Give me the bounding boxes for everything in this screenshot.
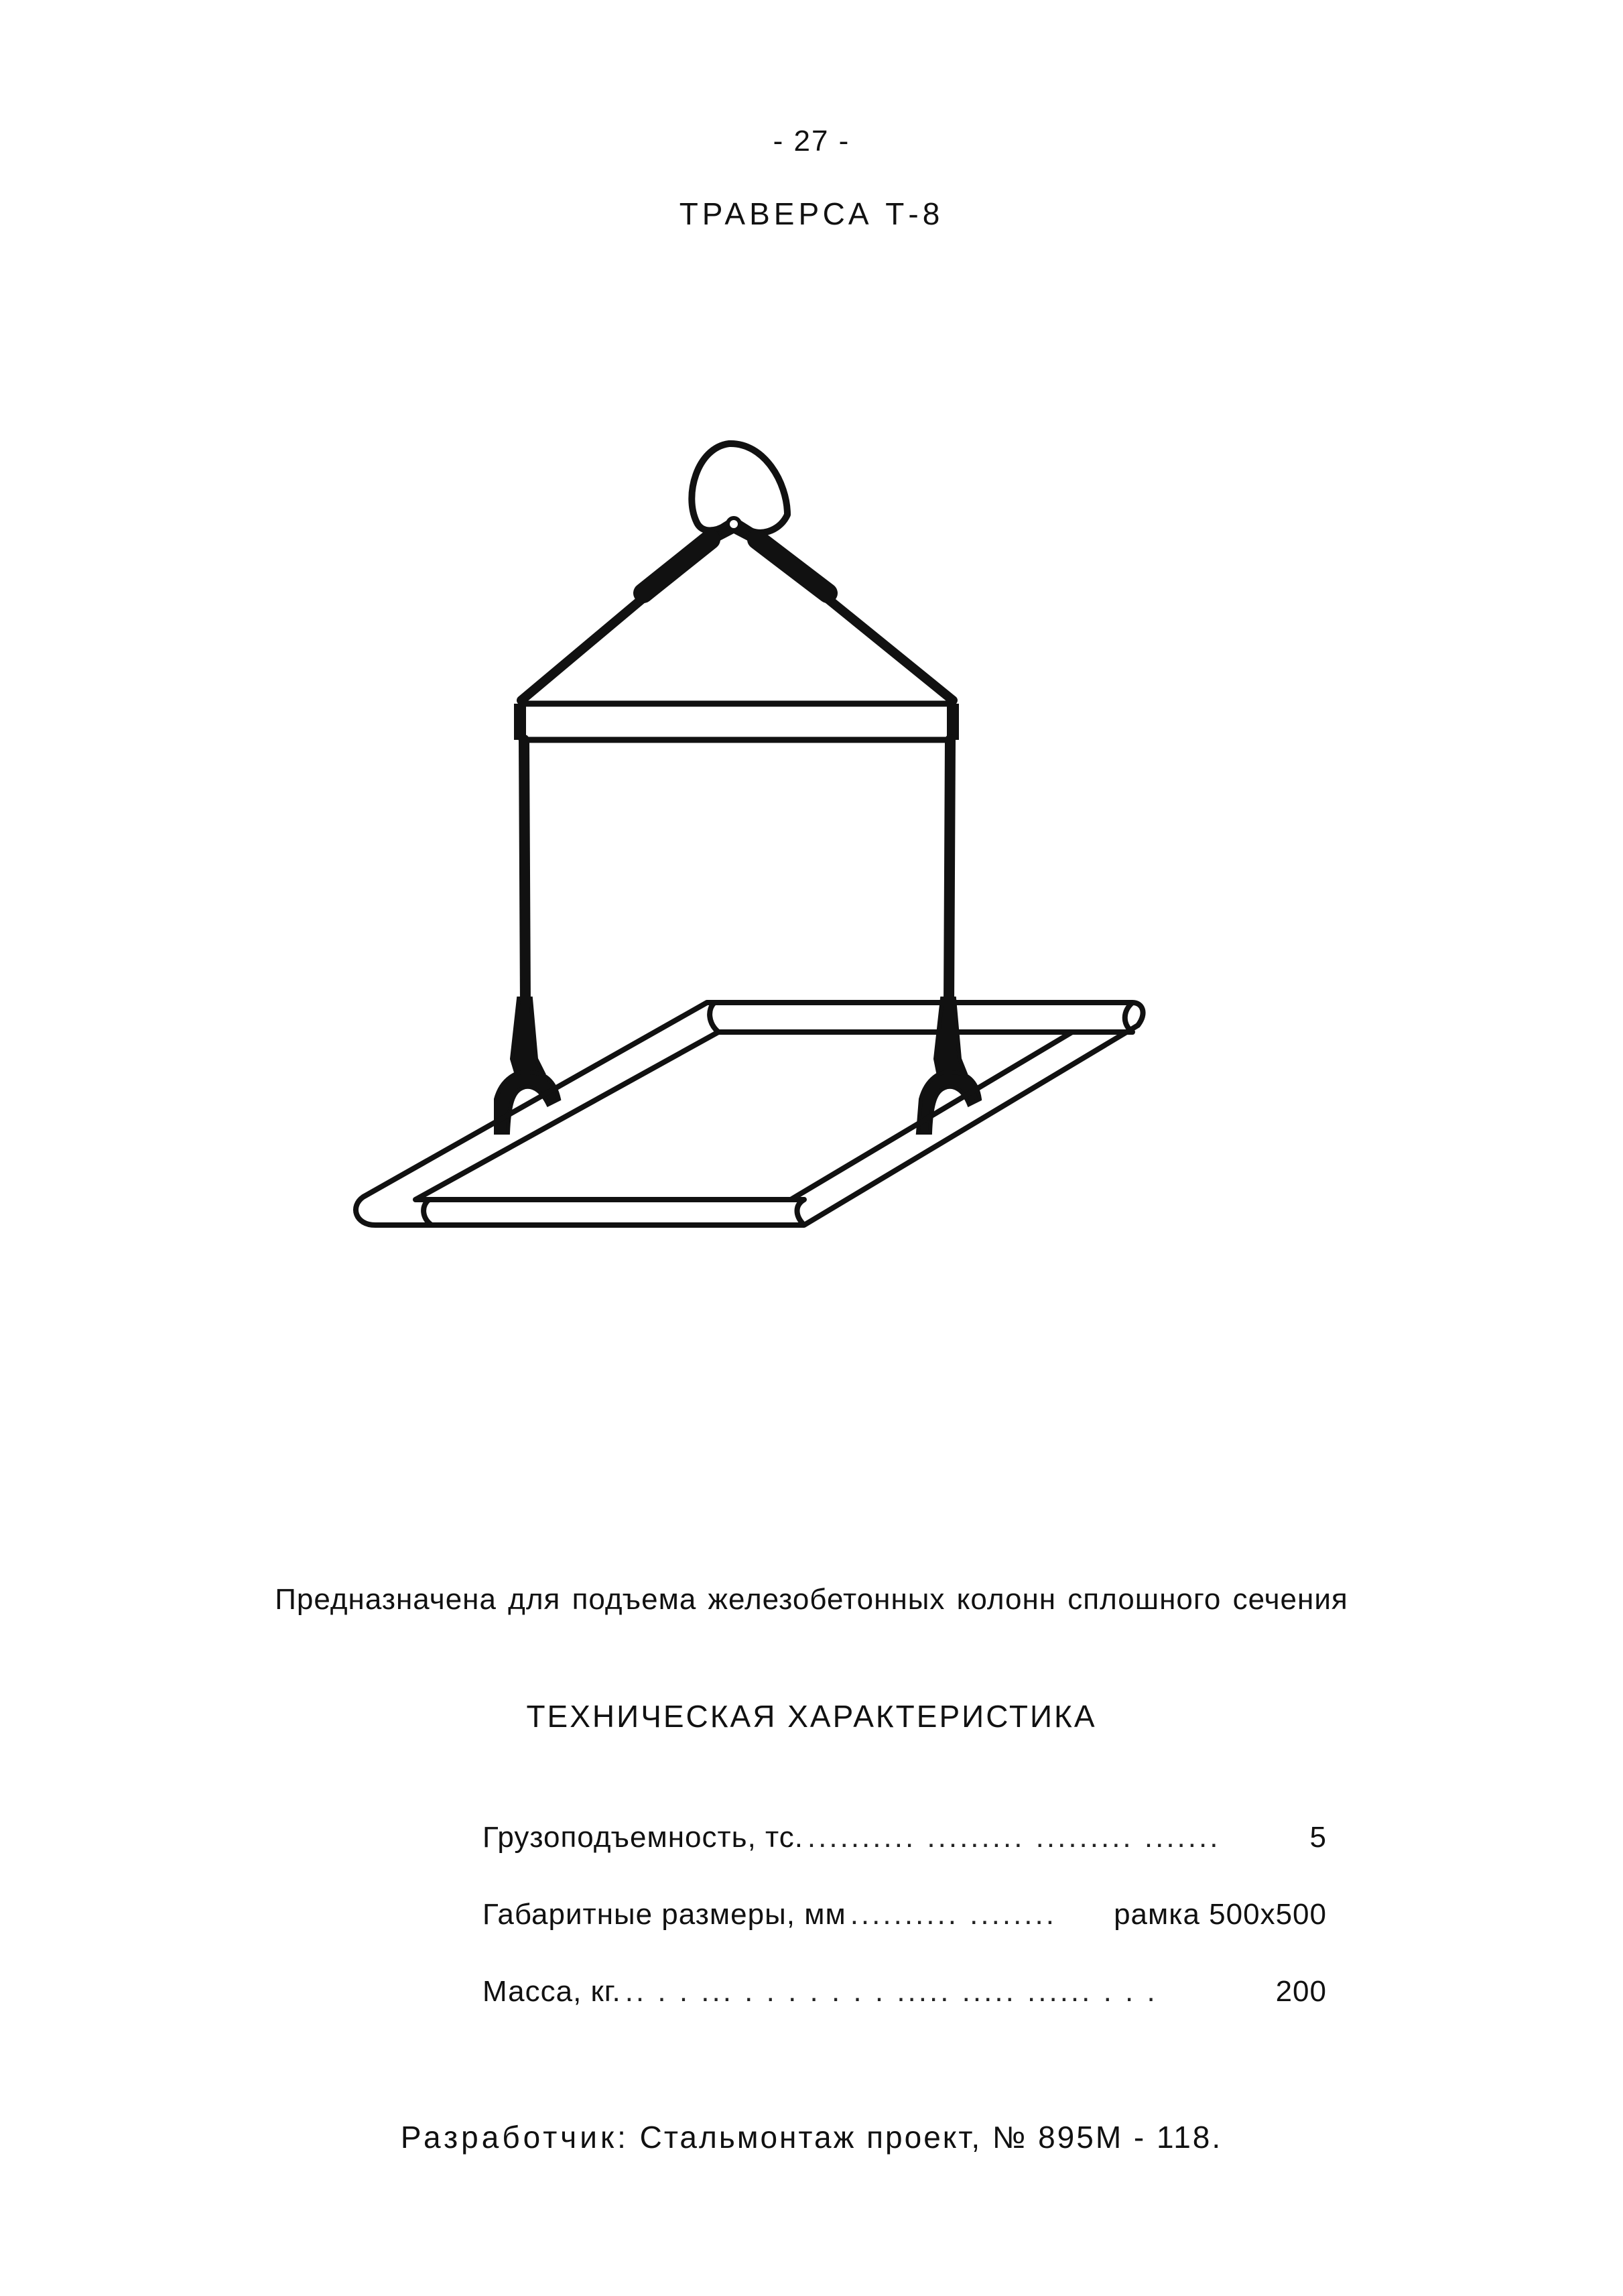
spec-row-mass <box>482 1975 1327 2008</box>
spec-value: рамка 500х500 <box>1114 1898 1327 1931</box>
spec-leader-dots: .......... ........ <box>850 1898 1057 1931</box>
right-grip <box>918 999 980 1133</box>
sling-ropes <box>521 536 953 700</box>
vertical-slings <box>524 740 950 1005</box>
spec-value: 200 <box>1275 1975 1327 2008</box>
spec-label: Грузоподъемность, тс. <box>482 1821 803 1854</box>
developer-text: Стальмонтаж проект, № 895М - 118. <box>639 2120 1223 2155</box>
spec-row-capacity <box>482 1821 1327 1854</box>
bottom-frame <box>356 1003 1143 1225</box>
developer-credit <box>0 2119 1623 2155</box>
spec-value: 5 <box>1309 1821 1327 1854</box>
left-grip <box>496 999 559 1133</box>
spec-leader-dots: .. . . ... . . . . . . . ..... ..... ...... . . . <box>625 1975 1158 2008</box>
document-title: ТРАВЕРСА Т-8 <box>679 196 944 231</box>
spec-leader-dots: .......... ......... ......... ....... <box>807 1821 1221 1854</box>
purpose-description: Предназначена для подъема железобетонных колонн сплошного сечения <box>275 1583 1348 1616</box>
traverse-drawing <box>322 416 1179 1307</box>
spec-label: Масса, кг. <box>482 1975 621 2008</box>
developer-label: Разработчик: <box>400 2120 629 2155</box>
spreader-beam <box>520 704 953 740</box>
spec-row-dimensions <box>482 1898 1327 1931</box>
specs-heading: ТЕХНИЧЕСКАЯ ХАРАКТЕРИСТИКА <box>526 1699 1097 1734</box>
page-number: - 27 - <box>773 125 850 157</box>
spec-label: Габаритные размеры, мм <box>482 1898 846 1931</box>
